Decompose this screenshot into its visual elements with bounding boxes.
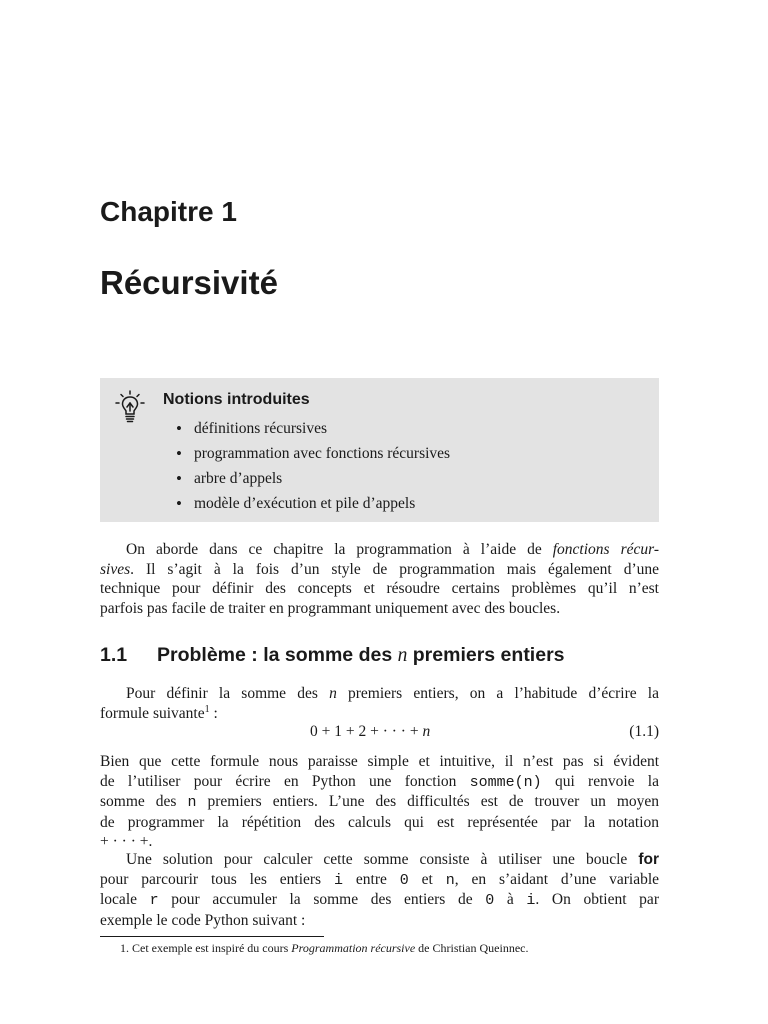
paragraph-definition: Pour définir la somme des n premiers entiers, on a l’habitude d’écrire la formule suivante$^1$ : bbox=[100, 685, 659, 722]
chapter-title: Récursivité bbox=[100, 264, 278, 301]
notions-item: • programmation avec fonctions récursives bbox=[176, 441, 450, 466]
section-heading: 1.1 Problème : la somme des n premiers entiers bbox=[100, 644, 565, 666]
equation-formula: 0 + 1 + 2 + · · · + n bbox=[310, 723, 431, 740]
notions-item: • définitions récursives bbox=[176, 416, 450, 441]
chapter-label: Chapitre 1 bbox=[100, 196, 237, 227]
notions-list bbox=[176, 416, 450, 516]
paragraph-solution: Une solution pour calculer cette somme consiste à utiliser une boucle for pour parcourir tous les entiers i entre 0 et n, en s’aidant d’une variable locale r pour accumuler la somme des entiers de 0 à i. On obtient par exemple le code Python suivant : bbox=[100, 851, 660, 929]
notions-title: Notions introduites bbox=[163, 391, 310, 408]
footnote: 1. Cet exemple est inspiré du cours Programmation récursive de Christian Queinnec. bbox=[120, 941, 529, 955]
equation-number: (1.1) bbox=[629, 723, 659, 740]
notions-box bbox=[100, 378, 659, 522]
lightbulb-icon bbox=[114, 390, 146, 424]
notions-item: • modèle d’exécution et pile d’appels bbox=[176, 491, 450, 516]
inline-code: n bbox=[187, 794, 197, 811]
notions-item: • arbre d’appels bbox=[176, 466, 450, 491]
footnote-rule bbox=[100, 936, 324, 937]
intro-paragraph: On aborde dans ce chapitre la programmation à l’aide de fonctions récur- sives. Il s’agit à la fois d’un style de programmation mais également d’une technique pour définir des concepts et résoudre certains problèmes qu’il n’est parfois pas facile de traiter en programmant uniquement avec des boucles. bbox=[100, 541, 659, 617]
paragraph-problem: Bien que cette formule nous paraisse simple et intuitive, il n’est pas si évident de l’utiliser pour écrire en Python une fonction somme(n) qui renvoie la somme des n premiers entiers. L’une des difficultés est de trouver un moyen de programmer la répétition des calculs qui est représentée par la notation + · · · +. bbox=[100, 753, 660, 850]
inline-code: somme(n) bbox=[469, 773, 542, 791]
keyword: for bbox=[638, 851, 659, 868]
